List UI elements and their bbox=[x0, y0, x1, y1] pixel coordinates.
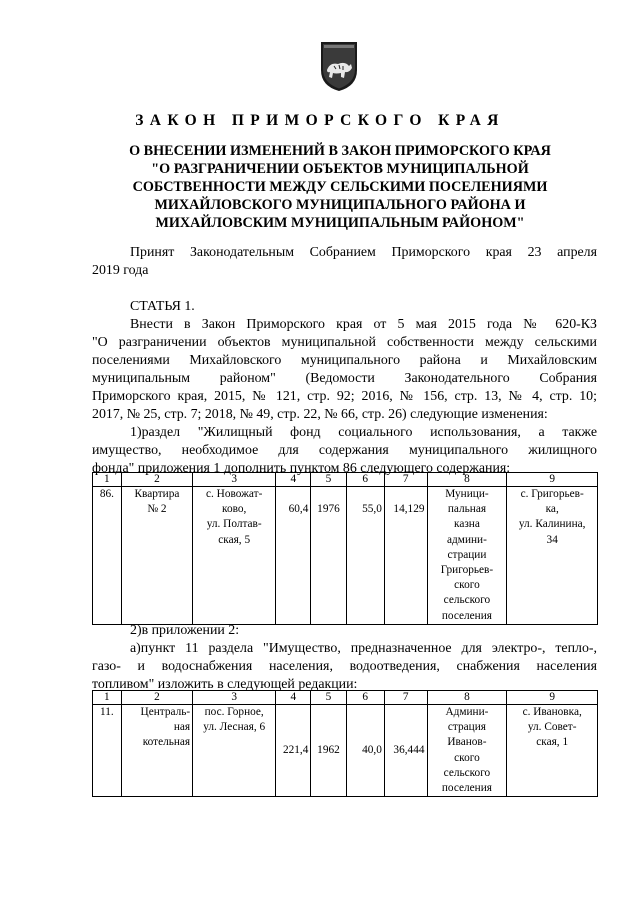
object-name-cell bbox=[121, 705, 192, 797]
coat-of-arms-emblem bbox=[318, 40, 360, 92]
cell-line: Централь- bbox=[140, 706, 191, 718]
cell-line: пальная bbox=[447, 503, 487, 516]
table-row bbox=[93, 705, 598, 797]
cell-line: № 2 bbox=[147, 503, 167, 516]
cell-line: пос. Горное, bbox=[204, 706, 264, 718]
item2a-line: топливом" изложить в следующей редакции: bbox=[92, 677, 358, 692]
cell-line: Муници- bbox=[445, 488, 489, 500]
header-cell: 8 bbox=[427, 691, 507, 705]
subtitle-line: МИХАЙЛОВСКОГО МУНИЦИПАЛЬНОГО РАЙОНА И bbox=[154, 197, 526, 213]
location-cell bbox=[507, 487, 598, 625]
item-2 bbox=[92, 622, 597, 640]
cell-line: ского bbox=[454, 579, 480, 592]
header-cell: 4 bbox=[276, 473, 311, 487]
value-cell: 55,0 bbox=[346, 487, 384, 625]
cell-line: поселения bbox=[441, 782, 492, 795]
header-cell: 6 bbox=[346, 691, 384, 705]
law-subtitle bbox=[100, 142, 580, 232]
cell-line: казна bbox=[454, 518, 480, 531]
cell-line: 34 bbox=[546, 533, 558, 546]
table-header-row bbox=[93, 691, 598, 705]
item1-line: имущество, необходимое для содержания муниципального жилищного bbox=[92, 443, 597, 458]
value-cell: 1976 bbox=[311, 487, 346, 625]
header-cell: 1 bbox=[93, 473, 122, 487]
subtitle-line: МИХАЙЛОВСКИМ МУНИЦИПАЛЬНЫМ РАЙОНОМ" bbox=[155, 215, 525, 231]
cell-line: админи- bbox=[447, 533, 487, 546]
item-2a bbox=[92, 640, 597, 694]
address-cell bbox=[193, 705, 276, 797]
item1-line: 1)раздел "Жилищный фонд социального использования, а также bbox=[130, 425, 597, 440]
table-header-row bbox=[93, 473, 598, 487]
cell-line: сельского bbox=[443, 766, 491, 779]
header-cell: 2 bbox=[121, 691, 192, 705]
adoption-line: 2019 года bbox=[92, 263, 149, 278]
cell-line: с. Григорьев- bbox=[520, 488, 584, 500]
item2a-line: а)пункт 11 раздела "Имущество, предназначенное для электро-, тепло-, bbox=[130, 641, 597, 656]
cell-line: сельского bbox=[443, 594, 491, 607]
subtitle-line: О ВНЕСЕНИИ ИЗМЕНЕНИЙ В ЗАКОН ПРИМОРСКОГО КРАЯ bbox=[129, 143, 551, 159]
item2-line: 2)в приложении 2: bbox=[130, 623, 240, 638]
location-cell bbox=[507, 705, 598, 797]
header-cell: 5 bbox=[311, 473, 346, 487]
intro-line: Приморского края, 2015, № 121, стр. 92; 2016, № 156, стр. 13, № 4, стр. 10; bbox=[92, 389, 597, 404]
row-number: 11. bbox=[93, 705, 122, 797]
header-cell: 6 bbox=[346, 473, 384, 487]
article-heading bbox=[92, 298, 597, 316]
adoption-paragraph bbox=[92, 244, 597, 280]
header-cell: 7 bbox=[384, 473, 427, 487]
cell-line: котельная bbox=[142, 736, 191, 749]
address-cell bbox=[193, 487, 276, 625]
header-cell: 3 bbox=[193, 473, 276, 487]
owner-cell bbox=[427, 487, 507, 625]
cell-line: ул. Полтав- bbox=[206, 518, 262, 531]
subtitle-line: "О РАЗГРАНИЧЕНИИ ОБЪЕКТОВ МУНИЦИПАЛЬНОЙ bbox=[151, 161, 529, 177]
header-cell: 2 bbox=[121, 473, 192, 487]
owner-cell bbox=[427, 705, 507, 797]
intro-line: 2017, № 25, стр. 7; 2018, № 49, стр. 22, № 66, стр. 26) следующие изменения: bbox=[92, 407, 548, 422]
value-cell: 40,0 bbox=[346, 705, 384, 797]
header-cell: 8 bbox=[427, 473, 507, 487]
cell-line: Админи- bbox=[445, 706, 489, 718]
cell-line: ская, 5 bbox=[218, 533, 251, 546]
table-row bbox=[93, 487, 598, 625]
article-heading-text: СТАТЬЯ 1. bbox=[130, 299, 195, 314]
header-cell: 5 bbox=[311, 691, 346, 705]
value-cell: 36,444 bbox=[384, 705, 427, 797]
table-2 bbox=[92, 690, 598, 797]
header-cell: 9 bbox=[507, 691, 598, 705]
value-cell: 221,4 bbox=[276, 705, 311, 797]
value-cell: 60,4 bbox=[276, 487, 311, 625]
intro-line: Внести в Закон Приморского края от 5 мая 2015 года № 620-КЗ bbox=[130, 317, 597, 332]
item-1 bbox=[92, 424, 597, 478]
cell-line: ул. Совет- bbox=[527, 721, 577, 734]
cell-line: с. Новожат- bbox=[206, 488, 263, 500]
header-cell: 3 bbox=[193, 691, 276, 705]
cell-line: ка, bbox=[545, 503, 559, 516]
table-1 bbox=[92, 472, 598, 625]
cell-line: ского bbox=[454, 751, 480, 764]
item2a-line: газо- и водоснабжения населения, водоотведения, снабжения населения bbox=[92, 659, 597, 674]
cell-line: с. Ивановка, bbox=[522, 706, 582, 718]
header-cell: 7 bbox=[384, 691, 427, 705]
cell-line: ул. Лесная, 6 bbox=[203, 721, 266, 734]
cell-line: Квартира bbox=[134, 488, 180, 500]
cell-line: Иванов- bbox=[447, 736, 487, 749]
item1-line: фонда" приложения 1 дополнить пунктом 86 следующего содержания: bbox=[92, 461, 511, 476]
intro-line: "О разграничении объектов муниципальной собственности между сельскими bbox=[92, 335, 597, 350]
cell-line: ул. Калинина, bbox=[518, 518, 586, 531]
value-cell: 14,129 bbox=[384, 487, 427, 625]
intro-line: поселениями Михайловского муниципального района и Михайловским bbox=[92, 353, 597, 368]
cell-line: Григорьев- bbox=[440, 564, 494, 577]
header-cell: 1 bbox=[93, 691, 122, 705]
cell-line: страции bbox=[447, 548, 487, 561]
adoption-line: Принят Законодательным Собранием Приморского края 23 апреля bbox=[130, 245, 597, 260]
cell-line: ская, 1 bbox=[536, 736, 569, 749]
article-intro bbox=[92, 316, 597, 424]
cell-line: ная bbox=[173, 721, 191, 734]
row-number: 86. bbox=[93, 487, 122, 625]
law-title: ЗАКОН ПРИМОРСКОГО КРАЯ bbox=[135, 112, 505, 129]
header-cell: 9 bbox=[507, 473, 598, 487]
cell-line: ково, bbox=[222, 503, 247, 516]
cell-line: страция bbox=[447, 721, 486, 734]
subtitle-line: СОБСТВЕННОСТИ МЕЖДУ СЕЛЬСКИМИ ПОСЕЛЕНИЯМИ bbox=[132, 179, 548, 195]
value-cell: 1962 bbox=[311, 705, 346, 797]
intro-line: муниципальным районом" (Ведомости Законодательного Собрания bbox=[92, 371, 597, 386]
object-name-cell bbox=[121, 487, 192, 625]
header-cell: 4 bbox=[276, 691, 311, 705]
cell-line: поселения bbox=[441, 609, 492, 622]
